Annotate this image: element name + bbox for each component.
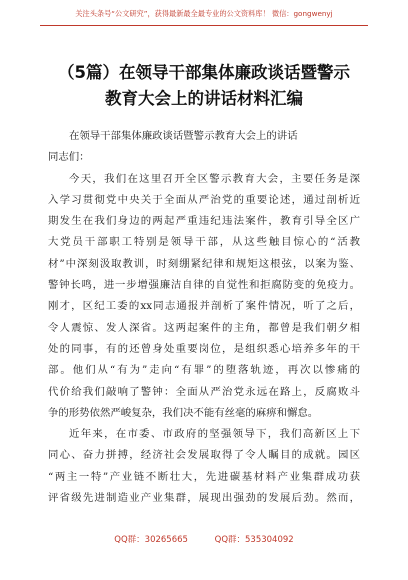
document-body (48, 126, 360, 509)
footer-qq-group-2: QQ群：535304092 (214, 535, 294, 545)
paragraph-line: 刚才，区纪工委的xx同志通报并剖析了案件情况，听了之后， (48, 300, 360, 313)
paragraph-line: 近年来，在市委、市政府的坚强领导下，我们高新区上下 (69, 428, 360, 441)
footer-contacts (0, 533, 408, 547)
paragraph-line: “两主一特”产业链不断壮大，先进碳基材料产业集群成功获 (48, 470, 360, 483)
paragraph-line: 处的同事，有的还曾身处重要岗位，是组织悉心培养多年的干 (48, 342, 360, 355)
title-line: 教育大会上的讲话材料汇编 (105, 89, 303, 108)
speech-heading: 在领导干部集体廉政谈话暨警示教育大会上的讲话 (69, 130, 298, 142)
paragraph-line: 评省级先进制造业产业集群，展现出强劲的发展后劲。然而， (48, 492, 360, 505)
paragraph-line: 同心、奋力拼搏，经济社会发展取得了令人瞩目的成就。园区 (48, 449, 360, 462)
paragraph-line: 部。他们从“有为”走向“有罪”的堕落轨迹，再次以惨痛的 (48, 364, 360, 377)
header-banner: 关注头条号“公文研究”，获得最新最全最专业的公文资料库！ 微信：gongwenyj (75, 9, 333, 18)
title-line: （5篇）在领导干部集体廉政谈话暨警示 (58, 63, 350, 82)
header-rule (40, 25, 368, 26)
document-title (20, 60, 388, 112)
paragraph-line: 今天，我们在这里召开全区警示教育大会，主要任务是深 (69, 172, 360, 185)
paragraph-line: 大党员干部职工特别是领导干部，从这些触目惊心的“活教 (48, 236, 360, 249)
paragraph-line: 争的形势依然严峻复杂，我们决不能有丝毫的麻痹和懈怠。 (48, 406, 319, 419)
paragraph-line: 令人震惊、发人深省。这两起案件的主角，都曾是我们朝夕相 (48, 321, 360, 334)
paragraph-line: 期发生在我们身边的两起严重违纪违法案件，教育引导全区广 (48, 215, 360, 228)
footer-qq-group-1: QQ群：30265665 (114, 535, 188, 545)
paragraph-line: 材”中深刻汲取教训，时刻绷紧纪律和规矩这根弦，以案为鉴、 (48, 257, 360, 270)
paragraph-line: 警钟长鸣，进一步增强廉洁自律的自觉性和拒腐防变的免疫力。 (48, 279, 360, 292)
paragraph-line: 代价给我们敲响了警钟：全面从严治党永远在路上，反腐败斗 (48, 385, 360, 398)
salutation: 同志们： (48, 151, 90, 164)
paragraph-line: 入学习贯彻党中央关于全面从严治党的重要论述，通过剖析近 (48, 193, 360, 206)
